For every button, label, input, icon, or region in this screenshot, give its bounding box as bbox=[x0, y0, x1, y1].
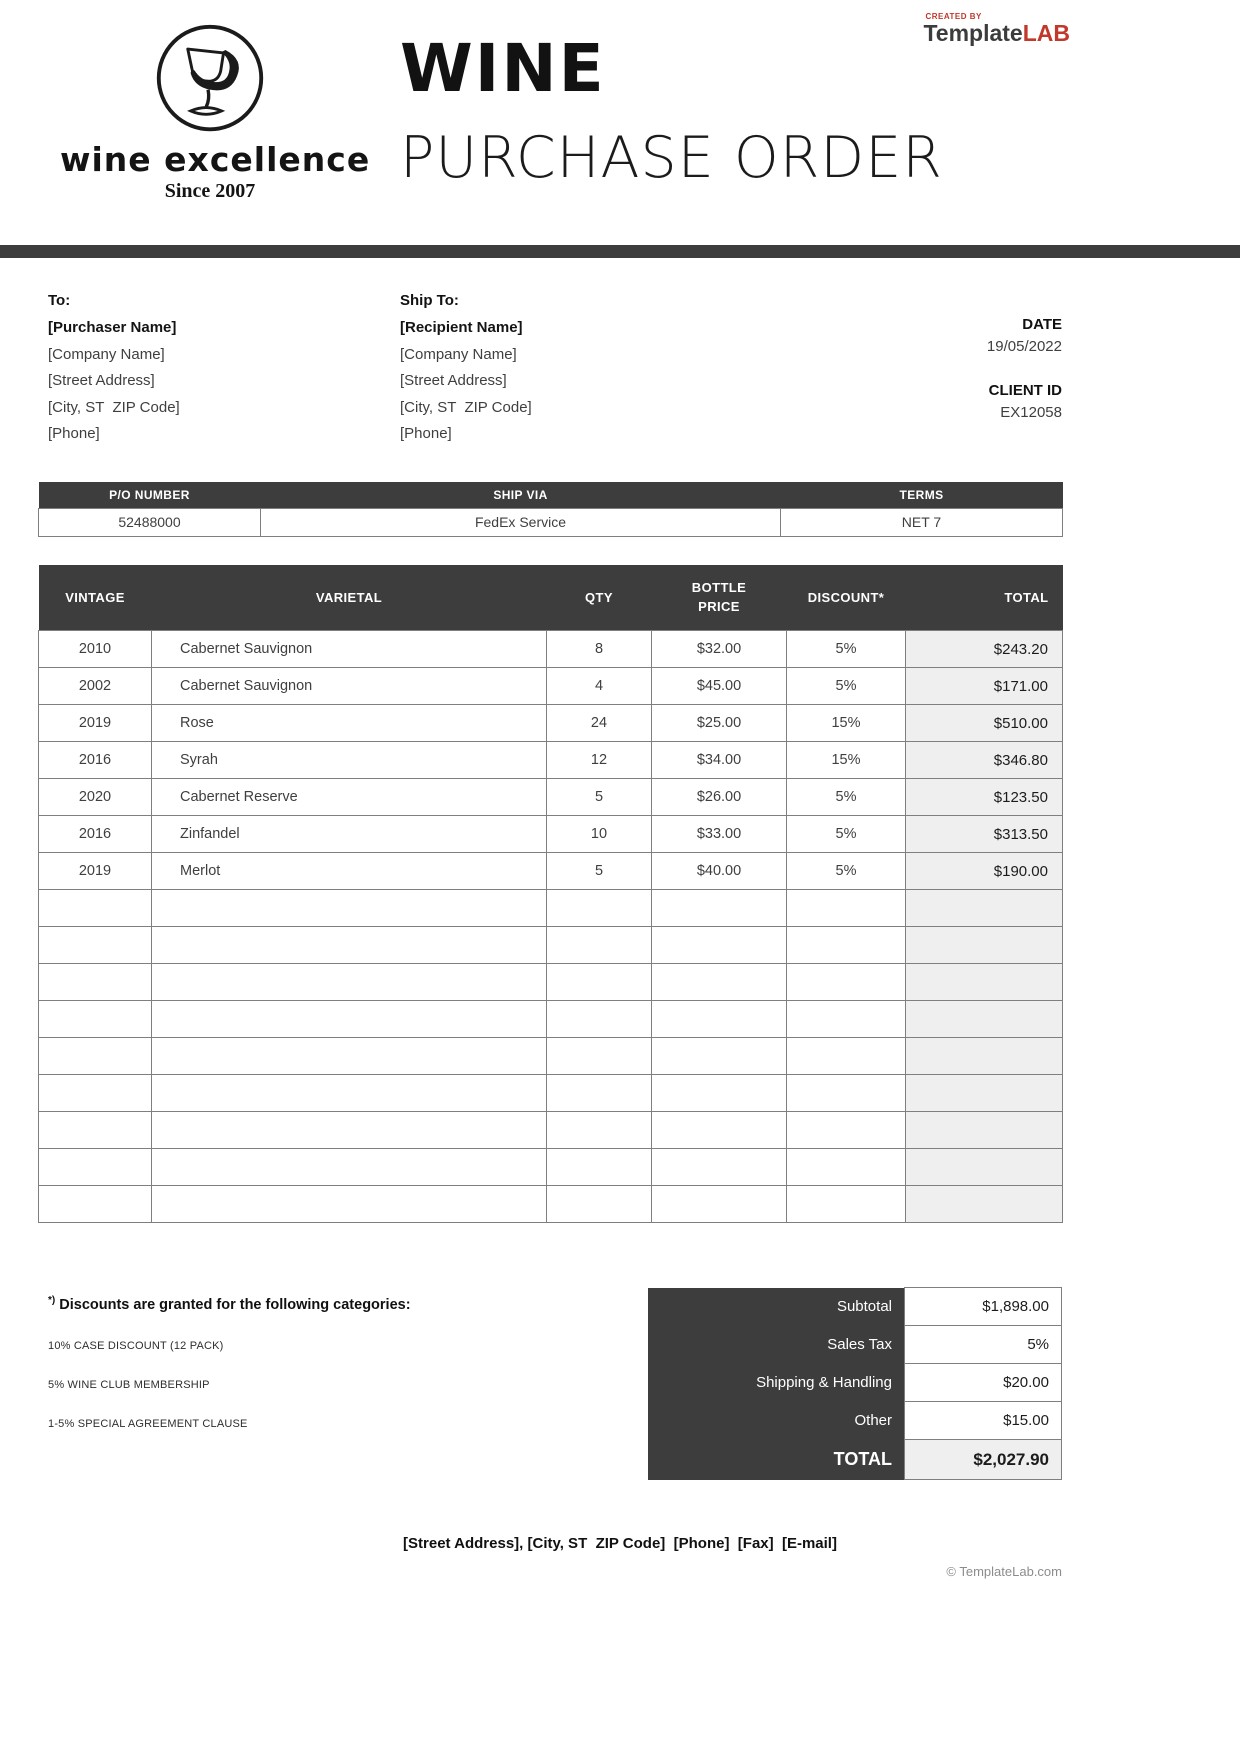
ship-to-address-line: [Recipient Name] bbox=[400, 319, 523, 336]
order-table-body bbox=[39, 631, 1063, 1223]
footnote-mark: *) bbox=[48, 1295, 56, 1306]
terms-header: TERMS bbox=[781, 482, 1063, 508]
order-row bbox=[39, 705, 1063, 742]
discount-column-header: DISCOUNT* bbox=[787, 565, 906, 631]
varietal-cell-empty bbox=[152, 890, 547, 927]
qty-cell-empty bbox=[547, 1186, 652, 1223]
po-info-header-row bbox=[39, 482, 1063, 508]
total-cell-empty bbox=[906, 890, 1063, 927]
ship-to-address-line: [Company Name] bbox=[400, 345, 517, 363]
order-row-empty bbox=[39, 890, 1063, 927]
to-address-line: [Company Name] bbox=[48, 345, 165, 363]
vintage-column-header: VINTAGE bbox=[39, 565, 152, 631]
logo-wordmark: wine excellence bbox=[60, 140, 371, 179]
ship-to-address-line: [Street Address] bbox=[400, 372, 507, 389]
bottle-price-cell-empty bbox=[652, 1075, 787, 1112]
total-cell: $510.00 bbox=[906, 705, 1063, 742]
varietal-cell-empty bbox=[152, 927, 547, 964]
vintage-cell-empty bbox=[39, 1038, 152, 1075]
templatelab-lab-accent: LAB bbox=[1022, 20, 1070, 46]
total-cell: $123.50 bbox=[906, 779, 1063, 816]
bottle-price-cell: $45.00 bbox=[652, 668, 787, 705]
vintage-cell-empty bbox=[39, 1075, 152, 1112]
po-info-value-row bbox=[39, 508, 1063, 536]
order-row-empty bbox=[39, 1075, 1063, 1112]
order-table-header-row bbox=[39, 565, 1063, 631]
footer-address-line: [Street Address], [City, ST ZIP Code] [Phone] [Fax] [E-mail] bbox=[403, 1535, 837, 1552]
total-cell-empty bbox=[906, 1149, 1063, 1186]
bottle-price-cell-empty bbox=[652, 964, 787, 1001]
po-number-value: 52488000 bbox=[39, 508, 261, 536]
logo-tagline: Since 2007 bbox=[164, 180, 256, 202]
varietal-cell-empty bbox=[152, 1149, 547, 1186]
total-cell-empty bbox=[906, 1186, 1063, 1223]
bill-to-block bbox=[48, 292, 180, 448]
ship-via-value: FedEx Service bbox=[261, 508, 781, 536]
order-row-empty bbox=[39, 964, 1063, 1001]
varietal-cell-empty bbox=[152, 1038, 547, 1075]
to-address-line: [Phone] bbox=[48, 425, 100, 442]
to-address-line: [Street Address] bbox=[48, 372, 155, 389]
order-row bbox=[39, 779, 1063, 816]
header-divider-bar bbox=[0, 245, 1240, 258]
date-label: DATE bbox=[1022, 316, 1062, 333]
varietal-cell: Rose bbox=[152, 705, 547, 742]
templatelab-wordmark bbox=[923, 21, 1070, 46]
total-cell-empty bbox=[906, 1075, 1063, 1112]
discount-note-item: 10% CASE DISCOUNT (12 PACK) bbox=[48, 1339, 224, 1352]
total-cell: $346.80 bbox=[906, 742, 1063, 779]
total-cell: $243.20 bbox=[906, 631, 1063, 668]
ship-to-block bbox=[400, 292, 532, 448]
ship-to-lines bbox=[400, 315, 532, 448]
varietal-cell-empty bbox=[152, 1112, 547, 1149]
discount-notes bbox=[48, 1295, 411, 1430]
total-cell: $313.50 bbox=[906, 816, 1063, 853]
ship-via-header: SHIP VIA bbox=[261, 482, 781, 508]
summary-row bbox=[648, 1326, 1062, 1364]
varietal-cell-empty bbox=[152, 1075, 547, 1112]
total-cell-empty bbox=[906, 964, 1063, 1001]
vintage-cell-empty bbox=[39, 1186, 152, 1223]
order-row-empty bbox=[39, 927, 1063, 964]
bottle-price-cell: $26.00 bbox=[652, 779, 787, 816]
to-address-line: [Purchaser Name] bbox=[48, 319, 177, 336]
qty-cell: 5 bbox=[547, 853, 652, 890]
discount-notes-list bbox=[48, 1340, 411, 1430]
varietal-cell: Zinfandel bbox=[152, 816, 547, 853]
varietal-cell-empty bbox=[152, 1186, 547, 1223]
discount-cell-empty bbox=[787, 1186, 906, 1223]
bottle-price-cell-empty bbox=[652, 1149, 787, 1186]
title-wine: WINE bbox=[400, 30, 606, 107]
summary-label: Subtotal bbox=[648, 1288, 905, 1326]
bottle-price-cell-empty bbox=[652, 1186, 787, 1223]
discount-cell: 5% bbox=[787, 779, 906, 816]
qty-cell-empty bbox=[547, 1038, 652, 1075]
client-id-label: CLIENT ID bbox=[988, 382, 1062, 399]
order-row bbox=[39, 631, 1063, 668]
wine-excellence-logo bbox=[60, 22, 371, 203]
vintage-cell: 2002 bbox=[39, 668, 152, 705]
varietal-cell: Cabernet Sauvignon bbox=[152, 631, 547, 668]
discount-cell-empty bbox=[787, 927, 906, 964]
qty-cell: 12 bbox=[547, 742, 652, 779]
vintage-cell-empty bbox=[39, 927, 152, 964]
date-value: 19/05/2022 bbox=[986, 338, 1062, 355]
summary-value: $15.00 bbox=[905, 1402, 1062, 1440]
bottle-price-cell: $34.00 bbox=[652, 742, 787, 779]
varietal-cell-empty bbox=[152, 1001, 547, 1038]
totals-section bbox=[0, 1287, 1240, 1489]
order-items-table bbox=[38, 565, 1063, 1224]
discount-cell: 15% bbox=[787, 705, 906, 742]
total-cell-empty bbox=[906, 1112, 1063, 1149]
vintage-cell-empty bbox=[39, 890, 152, 927]
discount-notes-header bbox=[48, 1295, 411, 1313]
client-id-value: EX12058 bbox=[1000, 404, 1062, 421]
bottle-price-cell: $33.00 bbox=[652, 816, 787, 853]
total-cell: $190.00 bbox=[906, 853, 1063, 890]
page-header bbox=[0, 0, 1240, 245]
order-row bbox=[39, 816, 1063, 853]
discount-cell: 5% bbox=[787, 853, 906, 890]
summary-value: $1,898.00 bbox=[905, 1288, 1062, 1326]
summary-label: Shipping & Handling bbox=[648, 1364, 905, 1402]
copyright-notice: © TemplateLab.com bbox=[946, 1564, 1062, 1579]
summary-table bbox=[648, 1287, 1063, 1480]
order-row bbox=[39, 668, 1063, 705]
summary-label: Sales Tax bbox=[648, 1326, 905, 1364]
to-lines bbox=[48, 315, 180, 448]
vintage-cell-empty bbox=[39, 1149, 152, 1186]
bottle-price-column-header bbox=[652, 565, 787, 631]
discount-note-item: 1-5% SPECIAL AGREEMENT CLAUSE bbox=[48, 1417, 248, 1430]
templatelab-createdby: CREATED BY bbox=[925, 12, 982, 21]
qty-cell: 5 bbox=[547, 779, 652, 816]
varietal-cell: Syrah bbox=[152, 742, 547, 779]
po-number-header: P/O NUMBER bbox=[39, 482, 261, 508]
bottle-price-cell: $32.00 bbox=[652, 631, 787, 668]
varietal-cell: Cabernet Reserve bbox=[152, 779, 547, 816]
total-cell-empty bbox=[906, 1001, 1063, 1038]
qty-cell-empty bbox=[547, 1112, 652, 1149]
summary-label: Other bbox=[648, 1402, 905, 1440]
varietal-cell: Merlot bbox=[152, 853, 547, 890]
qty-cell: 8 bbox=[547, 631, 652, 668]
ship-to-address-line: [City, ST ZIP Code] bbox=[400, 398, 532, 416]
vintage-cell: 2016 bbox=[39, 742, 152, 779]
discount-cell: 5% bbox=[787, 668, 906, 705]
summary-total-row bbox=[648, 1440, 1062, 1480]
templatelab-logo bbox=[923, 12, 1070, 46]
vintage-cell-empty bbox=[39, 964, 152, 1001]
varietal-column-header: VARIETAL bbox=[152, 565, 547, 631]
order-row bbox=[39, 853, 1063, 890]
qty-cell-empty bbox=[547, 1001, 652, 1038]
discount-cell-empty bbox=[787, 1001, 906, 1038]
vintage-cell: 2019 bbox=[39, 705, 152, 742]
total-cell: $171.00 bbox=[906, 668, 1063, 705]
ship-to-address-line: [Phone] bbox=[400, 425, 452, 442]
discount-cell: 15% bbox=[787, 742, 906, 779]
discount-cell: 5% bbox=[787, 816, 906, 853]
order-row-empty bbox=[39, 1001, 1063, 1038]
varietal-cell-empty bbox=[152, 964, 547, 1001]
summary-row bbox=[648, 1288, 1062, 1326]
bottle-price-cell-empty bbox=[652, 1001, 787, 1038]
discount-cell-empty bbox=[787, 890, 906, 927]
po-info-table bbox=[38, 482, 1063, 537]
terms-value: NET 7 bbox=[781, 508, 1063, 536]
total-column-header: TOTAL bbox=[906, 565, 1063, 631]
qty-cell: 10 bbox=[547, 816, 652, 853]
to-label: To: bbox=[48, 292, 71, 309]
bottle-price-header-text: BOTTLE PRICE bbox=[691, 579, 747, 615]
discount-cell-empty bbox=[787, 1075, 906, 1112]
discount-note-item: 5% WINE CLUB MEMBERSHIP bbox=[48, 1378, 210, 1391]
order-row bbox=[39, 742, 1063, 779]
discount-cell: 5% bbox=[787, 631, 906, 668]
qty-cell-empty bbox=[547, 1149, 652, 1186]
total-label: TOTAL bbox=[648, 1440, 905, 1480]
title-purchase-order: PURCHASE ORDER bbox=[400, 125, 943, 191]
order-meta bbox=[987, 316, 1062, 421]
templatelab-name: Template bbox=[923, 20, 1023, 46]
vintage-cell-empty bbox=[39, 1001, 152, 1038]
qty-cell: 4 bbox=[547, 668, 652, 705]
summary-value: $20.00 bbox=[905, 1364, 1062, 1402]
wine-glass-in-hand-icon bbox=[152, 22, 268, 138]
order-row-empty bbox=[39, 1186, 1063, 1223]
summary-body bbox=[648, 1288, 1062, 1480]
qty-cell-empty bbox=[547, 927, 652, 964]
discount-cell-empty bbox=[787, 1149, 906, 1186]
total-cell-empty bbox=[906, 1038, 1063, 1075]
discount-cell-empty bbox=[787, 1038, 906, 1075]
total-cell-empty bbox=[906, 927, 1063, 964]
discount-notes-header-text: Discounts are granted for the following categories: bbox=[55, 1296, 411, 1313]
summary-row bbox=[648, 1402, 1062, 1440]
discount-cell-empty bbox=[787, 964, 906, 1001]
summary-row bbox=[648, 1364, 1062, 1402]
bottle-price-cell: $25.00 bbox=[652, 705, 787, 742]
summary-value: 5% bbox=[905, 1326, 1062, 1364]
vintage-cell: 2019 bbox=[39, 853, 152, 890]
bottle-price-cell-empty bbox=[652, 927, 787, 964]
bottle-price-cell-empty bbox=[652, 1038, 787, 1075]
address-section bbox=[0, 292, 1240, 452]
total-value: $2,027.90 bbox=[905, 1440, 1062, 1480]
order-row-empty bbox=[39, 1112, 1063, 1149]
ship-to-label: Ship To: bbox=[400, 292, 459, 309]
qty-cell-empty bbox=[547, 1075, 652, 1112]
to-address-line: [City, ST ZIP Code] bbox=[48, 398, 180, 416]
bottle-price-cell: $40.00 bbox=[652, 853, 787, 890]
qty-column-header: QTY bbox=[547, 565, 652, 631]
vintage-cell: 2016 bbox=[39, 816, 152, 853]
vintage-cell-empty bbox=[39, 1112, 152, 1149]
vintage-cell: 2010 bbox=[39, 631, 152, 668]
qty-cell: 24 bbox=[547, 705, 652, 742]
document-title bbox=[400, 30, 943, 191]
qty-cell-empty bbox=[547, 964, 652, 1001]
bottle-price-cell-empty bbox=[652, 1112, 787, 1149]
vintage-cell: 2020 bbox=[39, 779, 152, 816]
discount-cell-empty bbox=[787, 1112, 906, 1149]
order-row-empty bbox=[39, 1038, 1063, 1075]
qty-cell-empty bbox=[547, 890, 652, 927]
order-row-empty bbox=[39, 1149, 1063, 1186]
varietal-cell: Cabernet Sauvignon bbox=[152, 668, 547, 705]
bottle-price-cell-empty bbox=[652, 890, 787, 927]
